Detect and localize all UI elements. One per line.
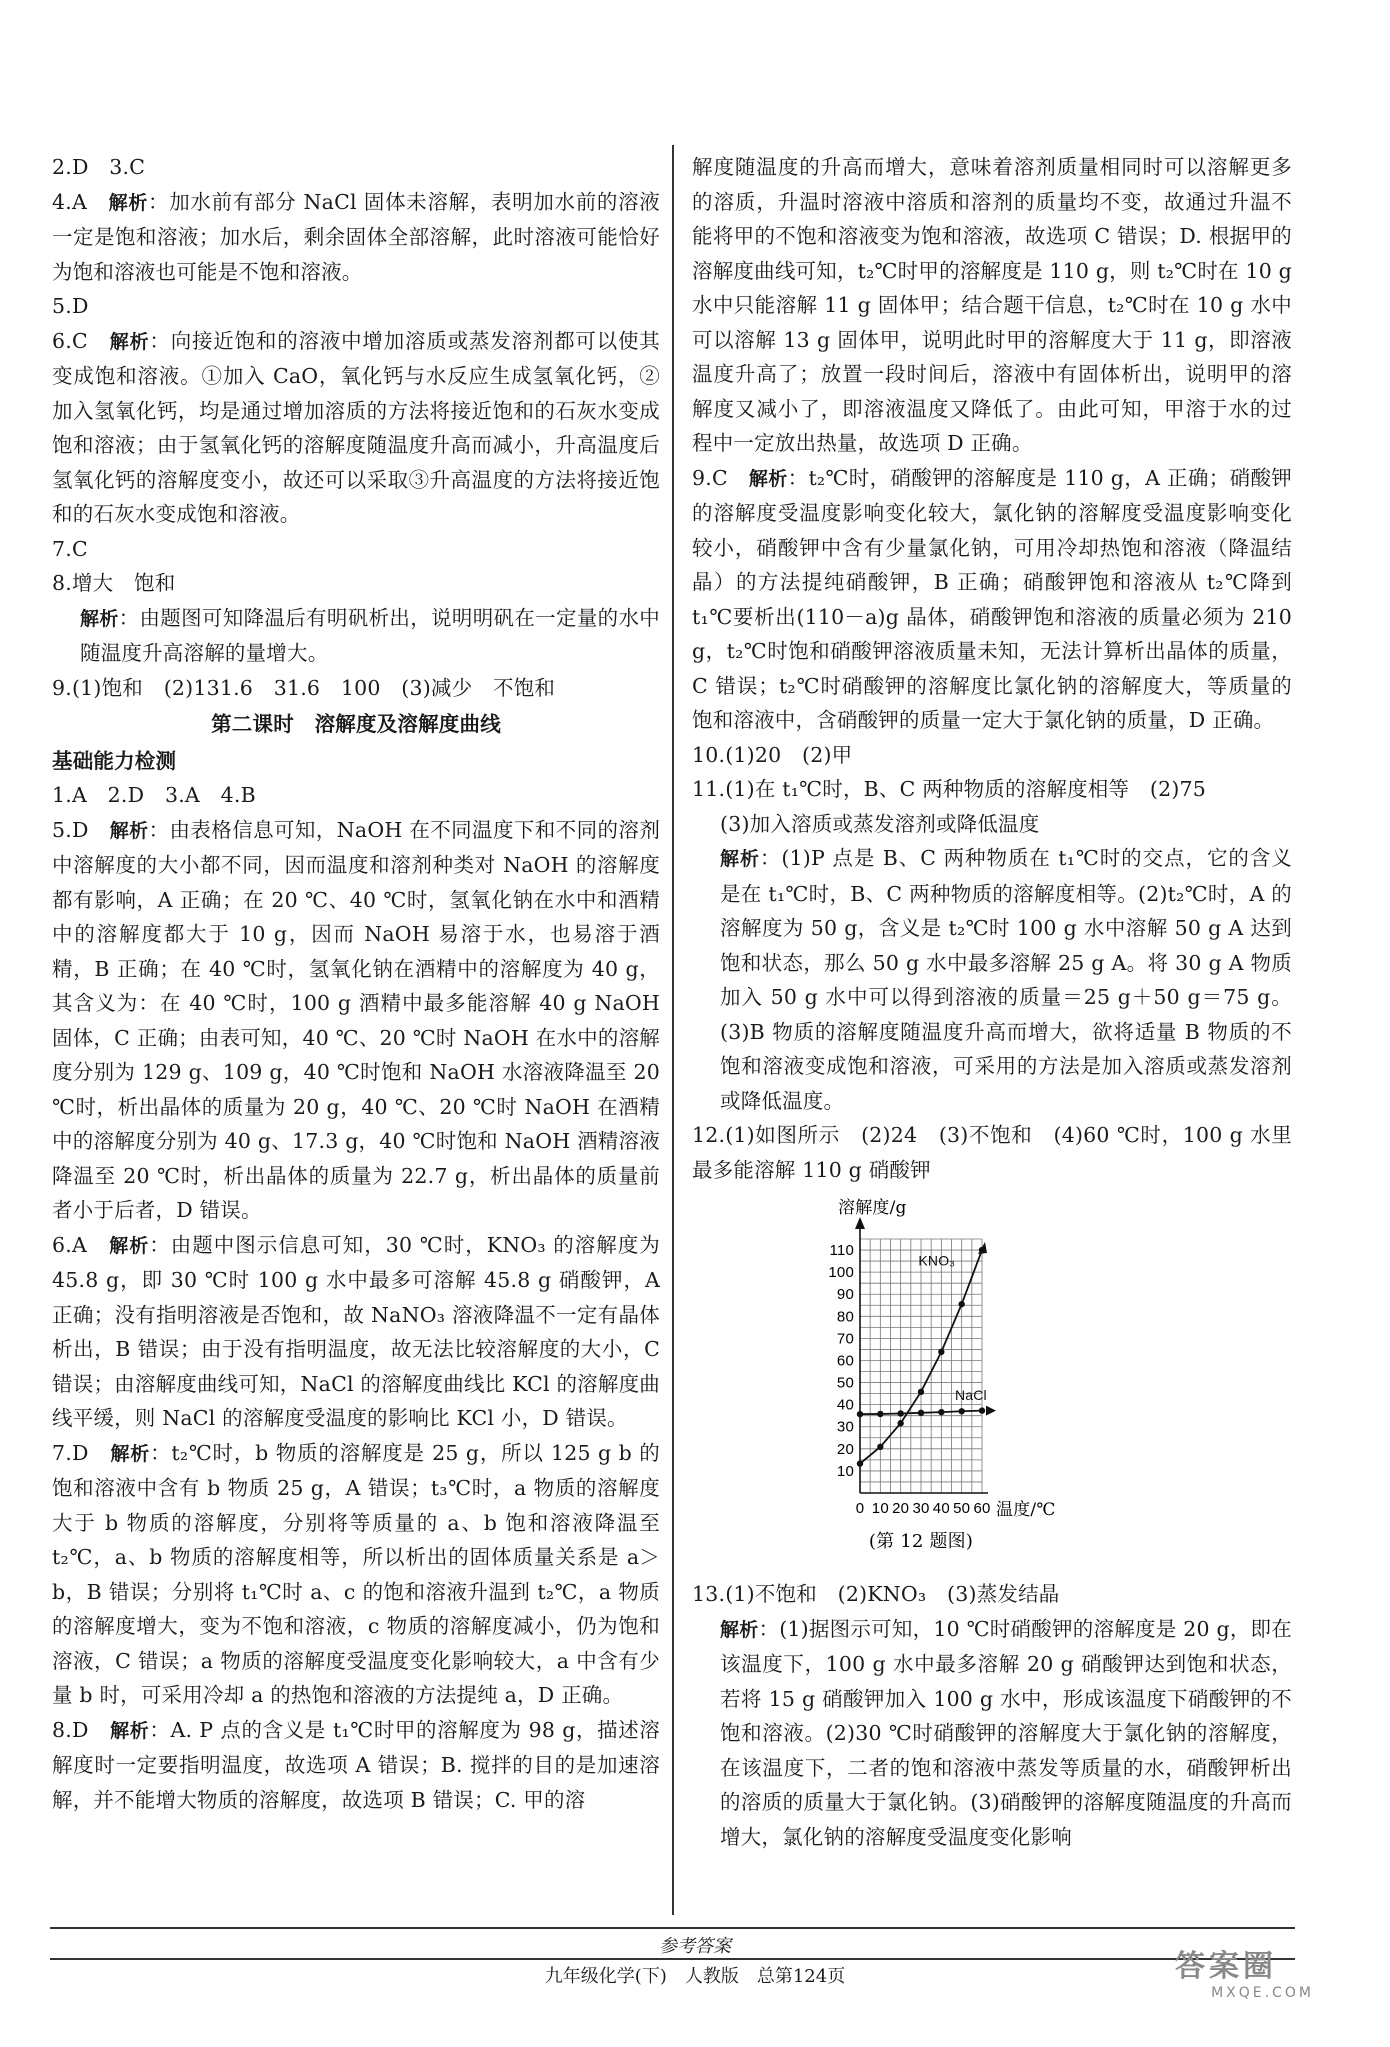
answer-text: 加水前有部分 NaCl 固体未溶解，表明加水前的溶液一定是饱和溶液；加水后，剩余固体全部溶解，此时溶液可能恰好为饱和溶液也可能是不饱和溶液。 bbox=[52, 189, 660, 284]
x-tick-label: 50 bbox=[953, 1500, 971, 1517]
kno3-arrow bbox=[978, 1242, 987, 1254]
data-point bbox=[958, 1301, 964, 1307]
footer-top: 参考答案 bbox=[659, 1936, 731, 1957]
y-tick-label: 90 bbox=[836, 1286, 854, 1304]
answer-text: (3)加入溶质或蒸发溶剂或降低温度 bbox=[720, 811, 1040, 836]
answer-number: 10.(1)20 (2)甲 bbox=[692, 742, 853, 767]
answer-number: 7.C bbox=[52, 536, 88, 561]
nacl-arrow bbox=[986, 1406, 996, 1416]
answer-number: 7.D bbox=[52, 1440, 89, 1465]
answer-text: t₂℃时，b 物质的溶解度是 25 g，所以 125 g b 的饱和溶液中含有 b 物质 25 g，A 错误；t₃℃时，a 物质的溶解度大于 b 物质的溶解度，分别将等质量的 a、b 饱和溶液降温至 t₂℃，a、b 物质的溶解度相等，所以析出的固体质量关系是 a＞b，B 错误；分别将 t₁℃时 a、c 的饱和溶液升温到 t₂℃，a 物质的溶解度增大，变为不饱和溶液，c 物质的溶解度减小，仍为饱和溶液，C 错误；a 物质的溶解度受温度变化影响较大，a 中含有少量 b 时，可采用冷却 a 的热饱和溶液的方法提纯 a，D 正确。 bbox=[52, 1440, 661, 1707]
answer-item: 解析：(1)P 点是 B、C 两种物质在 t₁℃时的交点，它的含义是在 t₁℃时，B、C 两种物质的溶解度相等。(2)t₂℃时，A 的溶解度为 50 g，含义是 t₂℃时 100 g 水中溶解 50 g A 达到饱和状态，那么 50 g 水中最多溶解 25 g A。将 30 g A 物质加入 50 g 水中可以得到溶液的质量＝25 g＋50 g＝75 g。(3)B 物质的溶解度随温度升高而增大，欲将适量 B 物质的不饱和溶液变成饱和溶液，可采用的方法是加入溶质或蒸发溶剂或降低温度。 bbox=[720, 846, 1292, 1113]
right-column bbox=[692, 150, 1292, 1854]
answer-item bbox=[692, 1577, 1292, 1612]
answer-item: 7.D 解析：t₂℃时，b 物质的溶解度是 25 g，所以 125 g b 的饱和溶液中含有 b 物质 25 g，A 错误；t₃℃时，a 物质的溶解度大于 b 物质的溶解度，分别将等质量的 a、b 饱和溶液降温至 t₂℃，a、b 物质的溶解度相等，所以析出的固体质量关系是 a＞b，B 错误；分别将 t₁℃时 a、c 的饱和溶液升温到 t₂℃，a 物质的溶解度增大，变为不饱和溶液，c 物质的溶解度减小，仍为饱和溶液，C 错误；a 物质的溶解度受温度变化影响较大，a 中含有少量 b 时，可采用冷却 a 的热饱和溶液的方法提纯 a，D 正确。 bbox=[52, 1440, 661, 1707]
x-tick-label: 20 bbox=[892, 1500, 910, 1517]
answer-number: 5.D bbox=[52, 817, 89, 842]
answer-text: 解度随温度的升高而增大，意味着溶剂质量相同时可以溶解更多的溶质，升温时溶液中溶质和溶剂的质量均不变，故通过升温不能将甲的不饱和溶液变为饱和溶液，故选项 C 错误；D. 根据甲的溶解度曲线可知，t₂℃时甲的溶解度是 110 g，则 t₂℃时在 10 g 水中只能溶解 11 g 固体甲；结合题干信息，t₂℃时在 10 g 水中可以溶解 13 g 固体甲，说明此时甲的溶解度大于 11 g，即溶液温度升高了；放置一段时间后，溶液中有固体析出，说明甲的溶解度又减小了，即溶液温度又降低了。由此可知，甲溶于水的过程中一定放出热量，故选项 D 正确。 bbox=[692, 155, 1292, 455]
answer-item bbox=[692, 772, 1292, 807]
analysis-label: 解析 bbox=[748, 467, 788, 490]
answer-number: 4.A bbox=[52, 189, 87, 214]
x-tick-label: 30 bbox=[912, 1500, 930, 1517]
answer-item bbox=[52, 778, 660, 813]
answer-text: t₂℃时，硝酸钾的溶解度是 110 g，A 正确；硝酸钾的溶解度受温度影响变化较大，氯化钠的溶解度受温度影响变化较小，硝酸钾中含有少量氯化钠，可用冷却热饱和溶液（降温结晶）的方法提纯硝酸钾，B 正确；硝酸钾饱和溶液从 t₂℃降到 t₁℃要析出(110－a)g 晶体，硝酸钾饱和溶液的质量必须为 210 g，t₂℃时饱和硝酸钾溶液质量未知，无法计算析出晶体的质量，C 错误；t₂℃时硝酸钾的溶解度比氯化钠的溶解度大，等质量的饱和溶液中，含硝酸钾的质量一定大于氯化钠的质量，D 正确。 bbox=[692, 465, 1292, 732]
data-point bbox=[938, 1409, 944, 1415]
watermark-text: 答案圈 bbox=[1175, 1949, 1277, 1984]
data-point bbox=[877, 1444, 883, 1450]
sub-title: 基础能力检测 bbox=[52, 748, 177, 773]
analysis-label: 解析 bbox=[80, 607, 119, 630]
y-tick-label: 50 bbox=[836, 1374, 854, 1392]
y-tick-label: 60 bbox=[836, 1352, 854, 1370]
answer-number: 13.(1)不饱和 (2)KNO₃ (3)蒸发结晶 bbox=[692, 1582, 1060, 1606]
analysis-label: 解析 bbox=[720, 848, 760, 870]
column-divider bbox=[672, 145, 674, 1915]
answer-item bbox=[692, 150, 1292, 461]
analysis-label: 解析 bbox=[109, 330, 150, 353]
answer-item bbox=[52, 566, 660, 601]
answer-item: 4.A 解析：加水前有部分 NaCl 固体未溶解，表明加水前的溶液一定是饱和溶液；加水后，剩余固体全部溶解，此时溶液可能恰好为饱和溶液也可能是不饱和溶液。 bbox=[52, 189, 660, 284]
watermark-logo bbox=[1175, 1941, 1350, 2021]
x-axis-label: 温度/℃ bbox=[996, 1500, 1056, 1520]
answer-item: 9.C 解析：t₂℃时，硝酸钾的溶解度是 110 g，A 正确；硝酸钾的溶解度受温度影响变化较大，氯化钠的溶解度受温度影响变化较小，硝酸钾中含有少量氯化钠，可用冷却热饱和溶液（降温结晶）的方法提纯硝酸钾，B 正确；硝酸钾饱和溶液从 t₂℃降到 t₁℃要析出(110－a)g 晶体，硝酸钾饱和溶液的质量必须为 210 g，t₂℃时饱和硝酸钾溶液质量未知，无法计算析出晶体的质量，C 错误；t₂℃时硝酸钾的溶解度比氯化钠的溶解度大，等质量的饱和溶液中，含硝酸钾的质量一定大于氯化钠的质量，D 正确。 bbox=[692, 465, 1292, 732]
analysis-label: 解析 bbox=[109, 819, 149, 842]
y-tick-label: 10 bbox=[836, 1462, 854, 1480]
data-point bbox=[857, 1411, 863, 1417]
answer-text: A. P 点的含义是 t₁℃时甲的溶解度为 98 g，描述溶解度时一定要指明温度，故选项 A 错误；B. 搅拌的目的是加速溶解，并不能增大物质的溶解度，故选项 B 错误；C. 甲的溶 bbox=[52, 1717, 661, 1812]
footer-rule-bottom bbox=[50, 1958, 1295, 1960]
answer-item bbox=[692, 807, 1292, 842]
answer-number: 6.A bbox=[52, 1232, 87, 1257]
analysis-label: 解析 bbox=[108, 191, 149, 214]
answer-item bbox=[52, 289, 660, 324]
y-axis-arrow bbox=[855, 1217, 865, 1229]
answer-text: 由题图可知降温后有明矾析出，说明明矾在一定量的水中随温度升高溶解的量增大。 bbox=[80, 605, 660, 665]
solubility-chart bbox=[692, 1187, 1292, 1577]
answer-item bbox=[52, 150, 660, 185]
x-tick-label: 0 bbox=[855, 1500, 865, 1517]
answer-number: 2.D 3.C bbox=[52, 155, 146, 179]
data-point bbox=[897, 1410, 903, 1416]
analysis-label: 解析 bbox=[109, 1234, 150, 1257]
y-axis-label: 溶解度/g bbox=[838, 1198, 907, 1218]
y-tick-label: 20 bbox=[836, 1440, 854, 1458]
y-tick-label: 40 bbox=[836, 1396, 854, 1414]
section-title: 第二课时 溶解度及溶解度曲线 bbox=[211, 712, 501, 736]
x-tick-label: 60 bbox=[973, 1500, 991, 1517]
y-tick-label: 80 bbox=[836, 1308, 854, 1326]
chart-svg bbox=[692, 1187, 1292, 1577]
answer-item bbox=[692, 1118, 1292, 1187]
answer-item bbox=[52, 532, 660, 567]
answer-item bbox=[52, 671, 660, 706]
analysis-label: 解析 bbox=[110, 1719, 150, 1742]
data-point bbox=[918, 1410, 924, 1416]
series-label: KNO₃ bbox=[918, 1252, 956, 1269]
watermark-url: MXQE.COM bbox=[1211, 1985, 1314, 2001]
analysis-label: 解析 bbox=[110, 1442, 151, 1465]
y-tick-label: 100 bbox=[828, 1264, 854, 1282]
data-point bbox=[938, 1349, 944, 1355]
answer-item: 8.D 解析：A. P 点的含义是 t₁℃时甲的溶解度为 98 g，描述溶解度时一定要指明温度，故选项 A 错误；B. 搅拌的目的是加速溶解，并不能增大物质的溶解度，故选项 B 错误；C. 甲的溶 bbox=[52, 1717, 661, 1812]
footer-page-info: 九年级化学(下) 人教版 总第124页 bbox=[544, 1966, 846, 1987]
answer-number: 6.C bbox=[52, 328, 88, 353]
data-point bbox=[877, 1411, 883, 1417]
answer-item: 6.C 解析：向接近饱和的溶液中增加溶质或蒸发溶剂都可以使其变成饱和溶液。①加入 CaO，氧化钙与水反应生成氢氧化钙，②加入氢氧化钙，均是通过增加溶质的方法将接近饱和的石灰水变成饱和溶液；由于氢氧化钙的溶解度随温度升高而减小，升高温度后氢氧化钙的溶解度变小，故还可以采取③升高温度的方法将接近饱和的石灰水变成饱和溶液。 bbox=[52, 328, 661, 526]
data-point bbox=[897, 1420, 903, 1426]
answer-item: 解析：由题图可知降温后有明矾析出，说明明矾在一定量的水中随温度升高溶解的量增大。 bbox=[80, 605, 660, 665]
answer-text: (1)P 点是 B、C 两种物质在 t₁℃时的交点，它的含义是在 t₁℃时，B、C 两种物质的溶解度相等。(2)t₂℃时，A 的溶解度为 50 g，含义是 t₂℃时 100 g 水中溶解 50 g A 达到饱和状态，那么 50 g 水中最多溶解 25 g A。将 30 g A 物质加入 50 g 水中可以得到溶液的质量＝25 g＋50 g＝75 g。(3)B 物质的溶解度随温度升高而增大，欲将适量 B 物质的不饱和溶液变成饱和溶液，可采用的方法是加入溶质或蒸发溶剂或降低温度。 bbox=[720, 846, 1292, 1113]
answer-number: 9.(1)饱和 (2)131.6 31.6 100 (3)减少 不饱和 bbox=[52, 675, 556, 700]
y-tick-label: 70 bbox=[836, 1330, 854, 1348]
answer-item: 6.A 解析：由题中图示信息可知，30 ℃时，KNO₃ 的溶解度为 45.8 g，即 30 ℃时 100 g 水中最多可溶解 45.8 g 硝酸钾，A 正确；没有指明溶液是否饱和，故 NaNO₃ 溶液降温不一定有晶体析出，B 错误；由于没有指明温度，故无法比较溶解度的大小，C 错误；由溶解度曲线可知，NaCl 的溶解度曲线比 KCl 的溶解度曲线平缓，则 NaCl 的溶解度受温度的影响比 KCl 小，D 错误。 bbox=[52, 1232, 660, 1430]
answer-number: 9.C bbox=[692, 465, 728, 490]
answer-text: 由题中图示信息可知，30 ℃时，KNO₃ 的溶解度为 45.8 g，即 30 ℃时 100 g 水中最多可溶解 45.8 g 硝酸钾，A 正确；没有指明溶液是否饱和，故 NaNO₃ 溶液降温不一定有晶体析出，B 错误；由于没有指明温度，故无法比较溶解度的大小，C 错误；由溶解度曲线可知，NaCl 的溶解度曲线比 KCl 的溶解度曲线平缓，则 NaCl 的溶解度受温度的影响比 KCl 小，D 错误。 bbox=[52, 1232, 660, 1430]
answer-text: (1)据图示可知，10 ℃时硝酸钾的溶解度是 20 g，即在该温度下，100 g 水中最多溶解 20 g 硝酸钾达到饱和状态，若将 15 g 硝酸钾加入 100 g 水中，形成该温度下硝酸钾的不饱和溶液。(2)30 ℃时硝酸钾的溶解度大于氯化钠的溶解度，在该温度下，二者的饱和溶液中蒸发等质量的水，硝酸钾析出的溶质的质量大于氯化钠。(3)硝酸钾的溶解度随温度的升高而增大，氯化钠的溶解度受温度变化影响 bbox=[720, 1616, 1293, 1849]
chart-caption: (第 12 题图) bbox=[868, 1531, 974, 1552]
answer-item bbox=[692, 738, 1292, 773]
series-label: NaCl bbox=[954, 1387, 987, 1404]
answer-number: 8.D bbox=[52, 1717, 89, 1742]
answer-number: 8.增大 饱和 bbox=[52, 571, 176, 595]
data-point bbox=[857, 1460, 863, 1466]
data-point bbox=[958, 1408, 964, 1414]
x-tick-label: 40 bbox=[932, 1500, 950, 1517]
y-tick-label: 110 bbox=[829, 1242, 854, 1260]
answer-number: 12.(1)如图所示 (2)24 (3)不饱和 (4)60 ℃时，100 g 水里最多能溶解 110 g 硝酸钾 bbox=[692, 1123, 1292, 1182]
x-tick-label: 10 bbox=[871, 1500, 889, 1517]
answer-number: 1.A 2.D 3.A 4.B bbox=[52, 783, 256, 807]
answer-text: 由表格信息可知，NaOH 在不同温度下和不同的溶剂中溶解度的大小都不同，因而温度和溶剂种类对 NaOH 的溶解度都有影响，A 正确；在 20 ℃、40 ℃时，氢氧化钠在水中和酒精中的溶解度都大于 10 g，因而 NaOH 易溶于水，也易溶于酒精，B 正确；在 40 ℃时，氢氧化钠在酒精中的溶解度为 40 g，其含义为：在 40 ℃时，100 g 酒精中最多能溶解 40 g NaOH 固体，C 正确；由表可知，40 ℃、20 ℃时 NaOH 在水中的溶解度分别为 129 g、109 g，40 ℃时饱和 NaOH 水溶液降温至 20 ℃时，析出晶体的质量为 20 g，40 ℃、20 ℃时 NaOH 在酒精中的溶解度分别为 40 g、17.3 g，40 ℃时饱和 NaOH 酒精溶液降温至 20 ℃时，析出晶体的质量为 22.7 g，析出晶体的质量前者小于后者，D 错误。 bbox=[52, 817, 661, 1222]
answer-item: 5.D 解析：由表格信息可知，NaOH 在不同温度下和不同的溶剂中溶解度的大小都不同，因而温度和溶剂种类对 NaOH 的溶解度都有影响，A 正确；在 20 ℃、40 ℃时，氢氧化钠在水中和酒精中的溶解度都大于 10 g，因而 NaOH 易溶于水，也易溶于酒精，B 正确；在 40 ℃时，氢氧化钠在酒精中的溶解度为 40 g，其含义为：在 40 ℃时，100 g 酒精中最多能溶解 40 g NaOH 固体，C 正确；由表可知，40 ℃、20 ℃时 NaOH 在水中的溶解度分别为 129 g、109 g，40 ℃时饱和 NaOH 水溶液降温至 20 ℃时，析出晶体的质量为 20 g，40 ℃、20 ℃时 NaOH 在酒精中的溶解度分别为 40 g、17.3 g，40 ℃时饱和 NaOH 酒精溶液降温至 20 ℃时，析出晶体的质量为 22.7 g，析出晶体的质量前者小于后者，D 错误。 bbox=[52, 817, 661, 1222]
analysis-label: 解析 bbox=[720, 1618, 759, 1641]
left-column bbox=[52, 150, 660, 1817]
answer-text: 向接近饱和的溶液中增加溶质或蒸发溶剂都可以使其变成饱和溶液。①加入 CaO，氧化钙与水反应生成氢氧化钙，②加入氢氧化钙，均是通过增加溶质的方法将接近饱和的石灰水变成饱和溶液；由于氢氧化钙的溶解度随温度升高而减小，升高温度后氢氧化钙的溶解度变小，故还可以采取③升高温度的方法将接近饱和的石灰水变成饱和溶液。 bbox=[52, 328, 661, 526]
data-point bbox=[918, 1389, 924, 1395]
answer-number: 11.(1)在 t₁℃时，B、C 两种物质的溶解度相等 (2)75 bbox=[692, 777, 1207, 801]
data-point bbox=[979, 1407, 985, 1413]
answer-number: 5.D bbox=[52, 294, 89, 318]
y-tick-label: 30 bbox=[836, 1418, 854, 1436]
answer-item: 解析：(1)据图示可知，10 ℃时硝酸钾的溶解度是 20 g，即在该温度下，100 g 水中最多溶解 20 g 硝酸钾达到饱和状态，若将 15 g 硝酸钾加入 100 g 水中，形成该温度下硝酸钾的不饱和溶液。(2)30 ℃时硝酸钾的溶解度大于氯化钠的溶解度，在该温度下，二者的饱和溶液中蒸发等质量的水，硝酸钾析出的溶质的质量大于氯化钠。(3)硝酸钾的溶解度随温度的升高而增大，氯化钠的溶解度受温度变化影响 bbox=[720, 1616, 1293, 1849]
footer-rule-top bbox=[50, 1927, 1295, 1929]
